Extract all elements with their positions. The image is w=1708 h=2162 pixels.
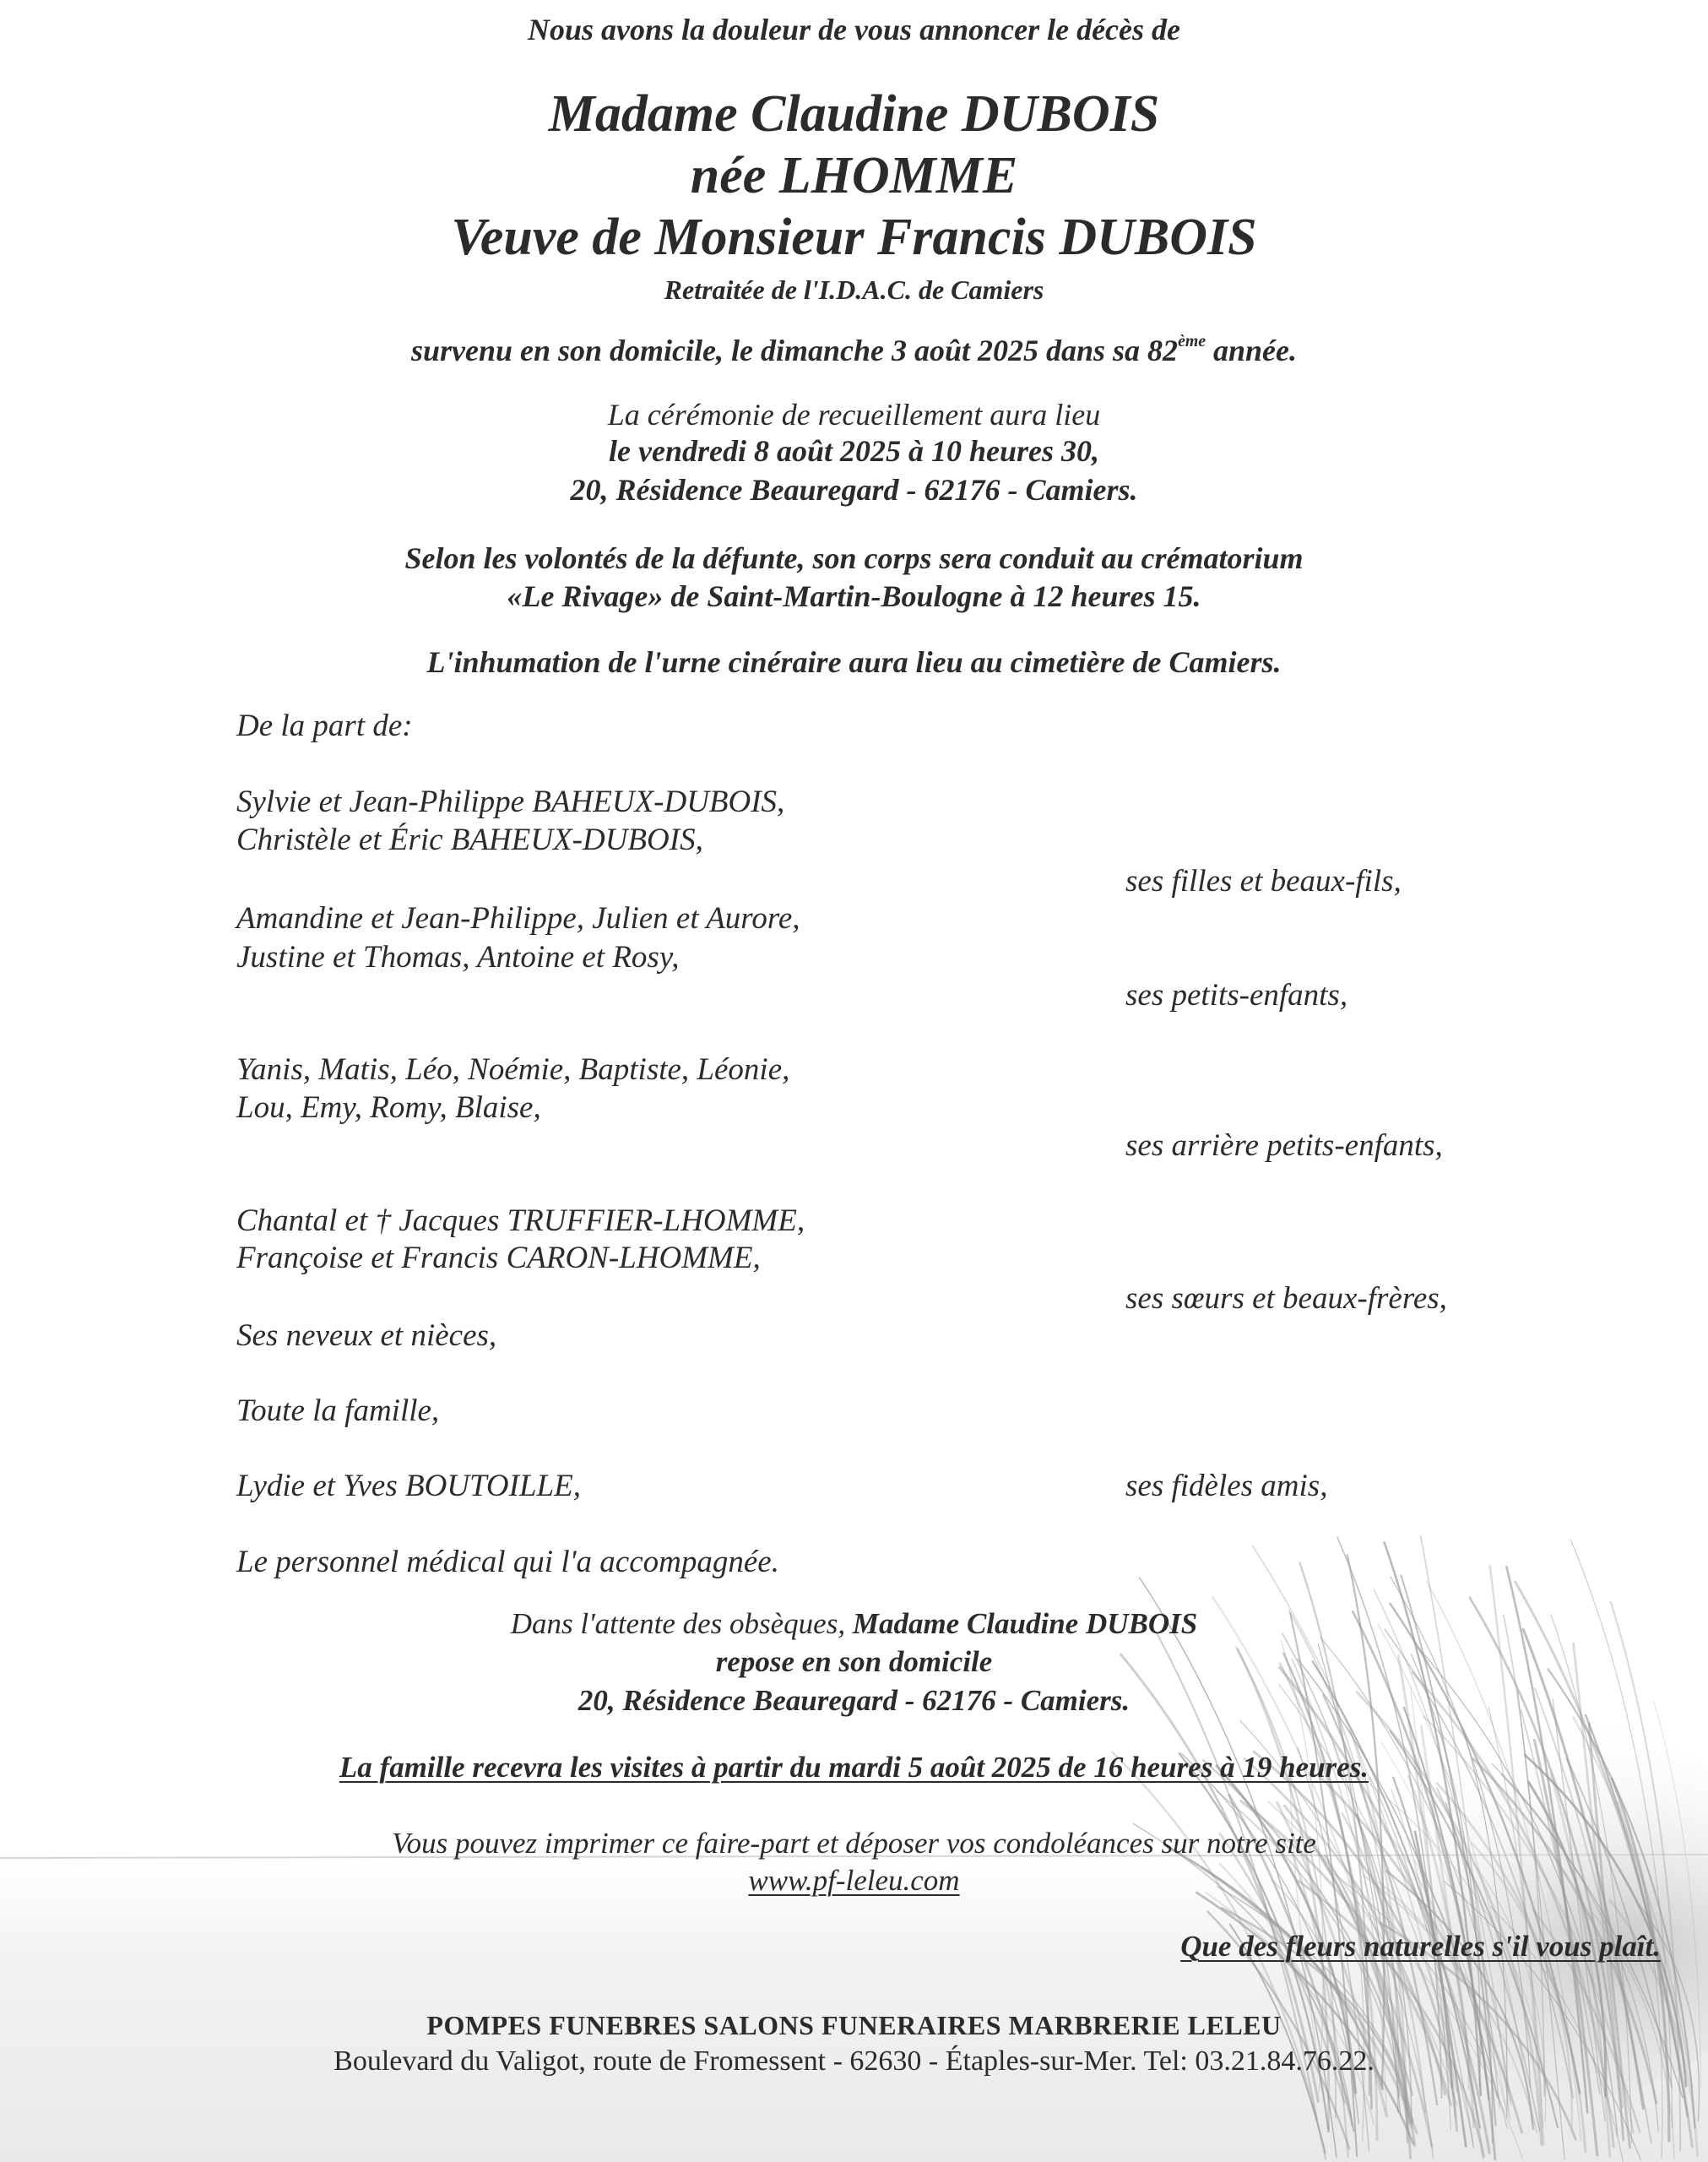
great-grandchildren-line-1: Yanis, Matis, Léo, Noémie, Baptiste, Léonie, bbox=[236, 1052, 790, 1087]
death-line bbox=[0, 333, 1708, 368]
cremation-line-1: Selon les volontés de la défunte, son corps sera conduit au crématorium bbox=[404, 541, 1304, 575]
ceremony-line-2: le vendredi 8 août 2025 à 10 heures 30, bbox=[609, 434, 1099, 468]
daughter-line-1: Sylvie et Jean-Philippe BAHEUX-DUBOIS, bbox=[236, 785, 785, 819]
friends-relation: ses fidèles amis, bbox=[1125, 1469, 1328, 1503]
friends-line: Lydie et Yves BOUTOILLE, bbox=[236, 1469, 581, 1503]
from-label: De la part de: bbox=[236, 709, 413, 743]
company-name: POMPES FUNEBRES SALONS FUNERAIRES MARBRERIE LELEU bbox=[426, 2010, 1282, 2040]
great-grandchildren-relation: ses arrière petits-enfants, bbox=[1125, 1128, 1443, 1163]
flowers-line: Que des fleurs naturelles s'il vous plaît. bbox=[1180, 1930, 1661, 1963]
death-ordinal-suffix: ème bbox=[1178, 332, 1206, 351]
great-grandchildren-line-2: Lou, Emy, Romy, Blaise, bbox=[236, 1090, 541, 1125]
daughters-relation: ses filles et beaux-fils, bbox=[1125, 864, 1402, 899]
grandchildren-line-1: Amandine et Jean-Philippe, Julien et Aurore, bbox=[236, 901, 800, 936]
medical-staff-line: Le personnel médical qui l'a accompagnée. bbox=[236, 1545, 779, 1579]
ceremony-line-1: La cérémonie de recueillement aura lieu bbox=[607, 398, 1101, 432]
burial-line: L'inhumation de l'urne cinéraire aura lieu au cimetière de Camiers. bbox=[426, 645, 1282, 679]
company-address: Boulevard du Valigot, route de Fromessent - 62630 - Étaples-sur-Mer. Tel: 03.21.84.76.22. bbox=[333, 2045, 1375, 2077]
intro-line: Nous avons la douleur de vous annoncer le décès de bbox=[528, 13, 1180, 46]
grandchildren-relation: ses petits-enfants, bbox=[1125, 978, 1348, 1013]
deceased-name: Madame Claudine DUBOIS bbox=[548, 85, 1160, 143]
grandchildren-line-2: Justine et Thomas, Antoine et Rosy, bbox=[236, 940, 680, 975]
all-family-line: Toute la famille, bbox=[236, 1393, 440, 1428]
death-text-end: année. bbox=[1206, 334, 1298, 367]
rest-text: Dans l'attente des obsèques, bbox=[510, 1607, 853, 1640]
visits-line: La famille recevra les visites à partir du mardi 5 août 2025 de 16 heures à 19 heures. bbox=[339, 1751, 1369, 1784]
nephews-line: Ses neveux et nièces, bbox=[236, 1318, 497, 1353]
maiden-name: née LHOMME bbox=[690, 147, 1018, 204]
cremation-line-2: «Le Rivage» de Saint-Martin-Boulogne à 12 heures 15. bbox=[507, 579, 1201, 613]
rest-name: Madame Claudine DUBOIS bbox=[852, 1607, 1198, 1640]
siblings-line-2: Françoise et Francis CARON-LHOMME, bbox=[236, 1241, 761, 1275]
death-text: survenu en son domicile, le dimanche 3 août 2025 dans sa 82 bbox=[410, 334, 1179, 367]
siblings-line-1: Chantal et † Jacques TRUFFIER-LHOMME, bbox=[236, 1203, 805, 1238]
rest-line-1 bbox=[0, 1607, 1708, 1641]
website-link[interactable]: www.pf-leleu.com bbox=[748, 1864, 960, 1897]
website-text: Vous pouvez imprimer ce faire-part et déposer vos condoléances sur notre site bbox=[392, 1827, 1316, 1860]
widow-of-line: Veuve de Monsieur Francis DUBOIS bbox=[451, 209, 1257, 266]
daughter-line-2: Christèle et Éric BAHEUX-DUBOIS, bbox=[236, 823, 703, 857]
rest-line-3: 20, Résidence Beauregard - 62176 - Camiers. bbox=[577, 1684, 1131, 1717]
siblings-relation: ses sœurs et beaux-frères, bbox=[1125, 1281, 1447, 1316]
occupation-line: Retraitée de l'I.D.A.C. de Camiers bbox=[664, 274, 1044, 305]
ceremony-line-3: 20, Résidence Beauregard - 62176 - Camiers. bbox=[570, 473, 1138, 507]
rest-line-2: repose en son domicile bbox=[715, 1645, 993, 1678]
